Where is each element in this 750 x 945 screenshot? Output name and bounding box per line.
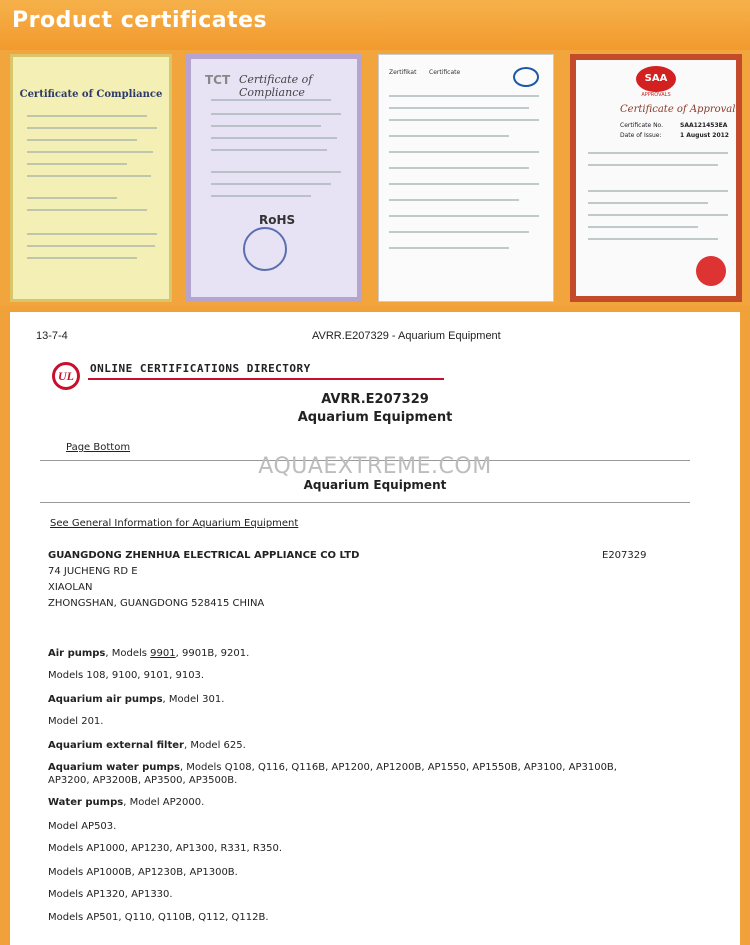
certificate-title: Zertifikat bbox=[389, 69, 417, 76]
saa-logo-subtitle: APPROVALS bbox=[641, 92, 671, 98]
section-title: Aquarium Equipment bbox=[303, 478, 447, 492]
product-line: Models AP501, Q110, Q110B, Q112, Q112B. bbox=[48, 912, 269, 923]
general-information-link[interactable]: See General Information for Aquarium Equipment bbox=[50, 518, 299, 529]
ul-listing-document bbox=[10, 312, 740, 945]
issue-date: 1 August 2012 bbox=[680, 132, 729, 139]
file-number: E207329 bbox=[602, 550, 647, 561]
banner bbox=[0, 0, 750, 50]
watermark: AQUAEXTREME.COM bbox=[258, 454, 492, 479]
gs-certificate-image bbox=[378, 54, 554, 302]
product-line: Aquarium external filter, Model 625. bbox=[48, 740, 246, 751]
directory-underline bbox=[88, 378, 444, 380]
certificate-number-label: Certificate No. bbox=[620, 122, 664, 129]
banner-title: Product certificates bbox=[12, 8, 268, 33]
listing-title: Aquarium Equipment bbox=[297, 410, 453, 425]
listing-id: AVRR.E207329 bbox=[321, 392, 429, 407]
address-line: XIAOLAN bbox=[48, 582, 93, 593]
address-line: ZHONGSHAN, GUANGDONG 528415 CHINA bbox=[48, 598, 265, 609]
product-line: Water pumps, Model AP2000. bbox=[48, 797, 205, 808]
product-line: Models AP1000, AP1230, AP1300, R331, R350. bbox=[48, 843, 283, 854]
rohs-label: RoHS bbox=[259, 213, 296, 227]
stamp-icon bbox=[243, 227, 287, 271]
company-name: GUANGDONG ZHENHUA ELECTRICAL APPLIANCE CO LTD bbox=[48, 550, 360, 561]
divider bbox=[40, 502, 690, 503]
print-date: 13-7-4 bbox=[36, 330, 68, 342]
certificate-title: Certificate of Compliance bbox=[239, 73, 313, 99]
seal-icon bbox=[696, 256, 726, 286]
product-line: Models 108, 9100, 9101, 9103. bbox=[48, 670, 205, 681]
tct-logo: TCT bbox=[205, 73, 231, 87]
certificate-number: SAA121453EA bbox=[680, 122, 728, 129]
certificate-subtitle: Certificate bbox=[429, 69, 461, 76]
page-header: AVRR.E207329 - Aquarium Equipment bbox=[312, 330, 501, 342]
certificate-title: Certificate of Compliance bbox=[19, 89, 163, 100]
product-line: Model AP503. bbox=[48, 821, 117, 832]
product-line: AP3200, AP3200B, AP3500, AP3500B. bbox=[48, 775, 238, 786]
product-line: Models AP1320, AP1330. bbox=[48, 889, 173, 900]
product-line: Air pumps, Models 9901, 9901B, 9201. bbox=[48, 648, 250, 659]
saa-certificate-image bbox=[570, 54, 742, 302]
address-line: 74 JUCHENG RD E bbox=[48, 566, 138, 577]
page-bottom-link[interactable]: Page Bottom bbox=[66, 442, 131, 453]
saa-logo: SAA bbox=[636, 66, 676, 92]
certificate-title: Certificate of Approval bbox=[620, 104, 736, 115]
tuv-logo-icon bbox=[513, 67, 539, 87]
certificate-gallery bbox=[0, 50, 750, 306]
product-line: Models AP1000B, AP1230B, AP1300B. bbox=[48, 867, 238, 878]
ul-logo-icon: UL bbox=[52, 362, 80, 390]
issue-date-label: Date of Issue: bbox=[620, 132, 662, 139]
product-line: Model 201. bbox=[48, 716, 104, 727]
rohs-certificate-image bbox=[186, 54, 362, 302]
product-line: Aquarium water pumps, Models Q108, Q116, Q116B, AP1200, AP1200B, AP1550, AP1550B, AP3100, AP3100B, bbox=[48, 762, 617, 773]
ce-certificate-image bbox=[10, 54, 172, 302]
directory-title: ONLINE CERTIFICATIONS DIRECTORY bbox=[90, 362, 311, 375]
product-line: Aquarium air pumps, Model 301. bbox=[48, 694, 225, 705]
